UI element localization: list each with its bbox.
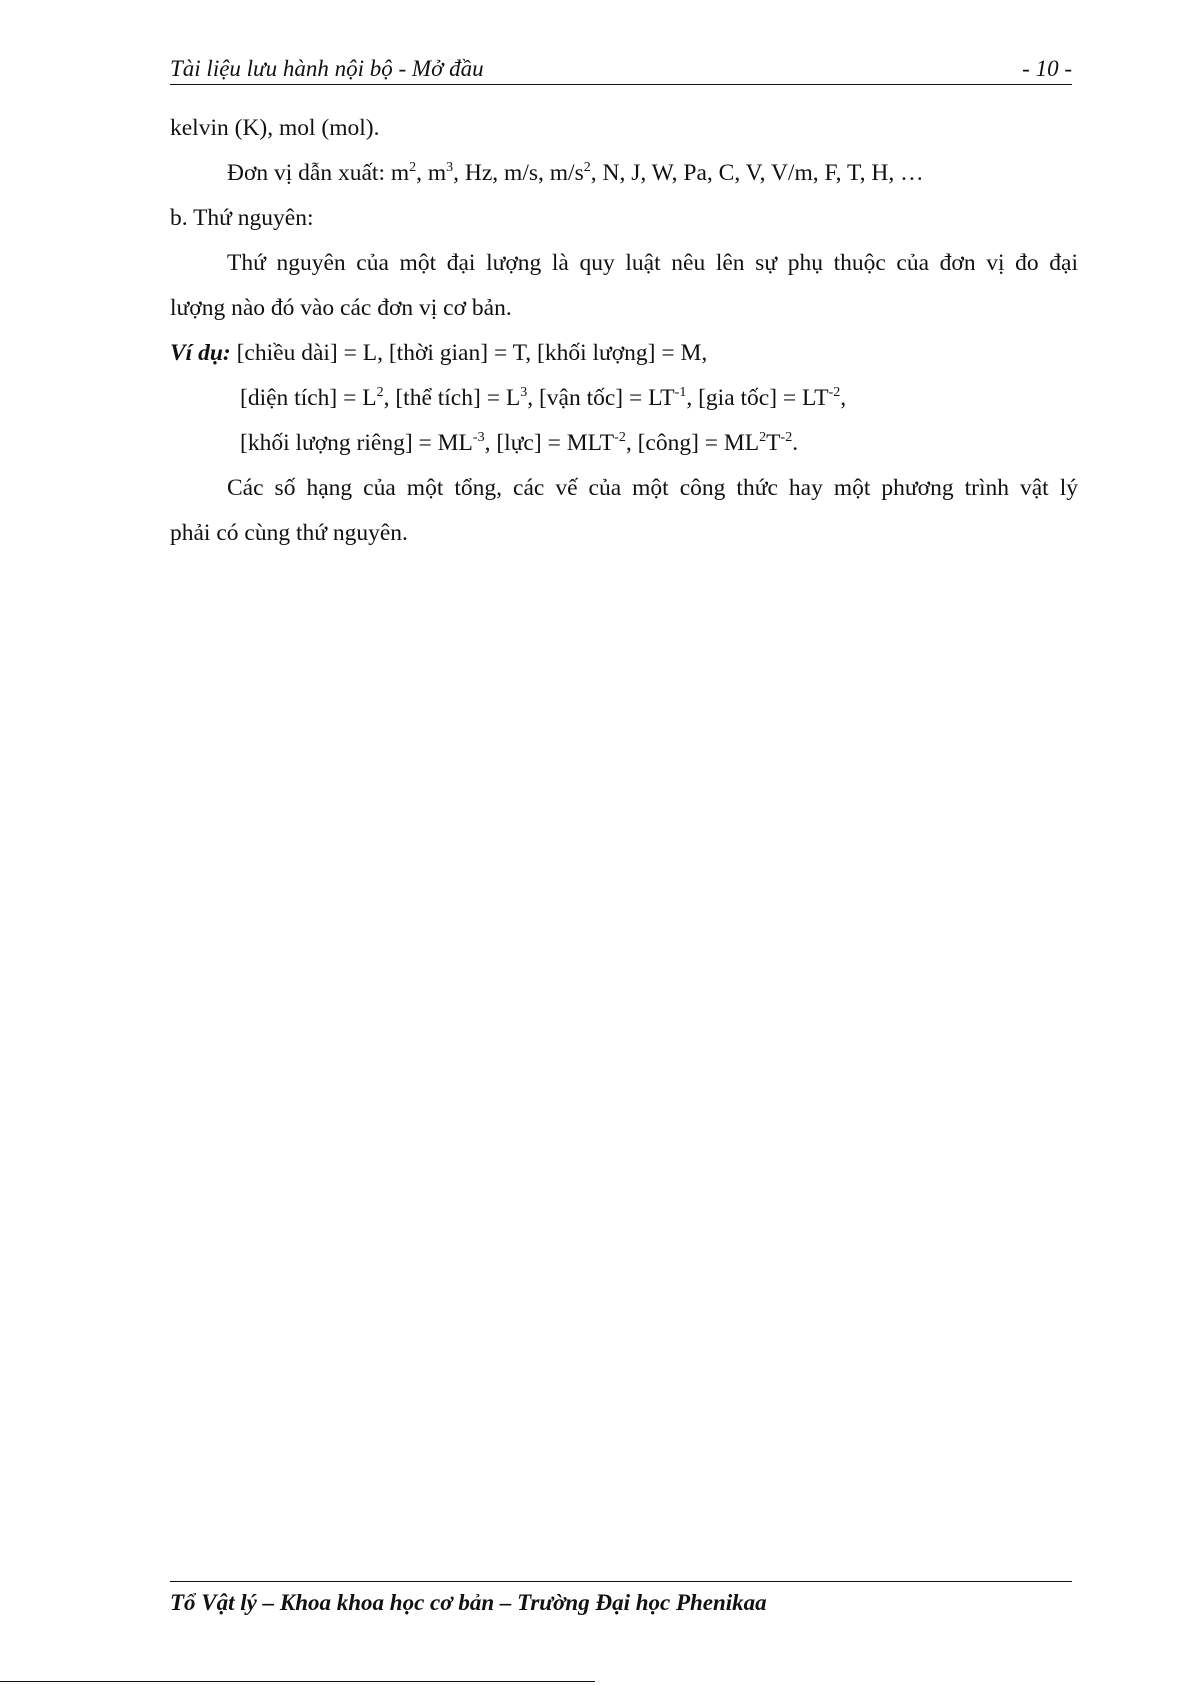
example-text: . — [792, 430, 799, 456]
derived-units-text: , m — [416, 160, 447, 186]
example-text: T — [766, 430, 781, 456]
superscript: 2 — [759, 430, 767, 445]
example-text: , [lực] = MLT — [484, 430, 615, 456]
superscript: -2 — [780, 430, 793, 445]
footer-divider — [170, 1581, 1072, 1582]
example-line-2 — [170, 376, 1078, 421]
bottom-divider — [0, 1681, 595, 1682]
superscript: -3 — [472, 430, 485, 445]
example-text: , [vận tốc] = LT — [527, 385, 675, 411]
example-line-1 — [170, 331, 1078, 376]
definition-line-1 — [170, 241, 1078, 286]
derived-units-text: Đơn vị dẫn xuất: m — [227, 160, 410, 186]
superscript: -2 — [614, 430, 626, 445]
page-footer: Tổ Vật lý – Khoa khoa học cơ bản – Trường Đại học Phenikaa — [170, 1590, 767, 1615]
example-text: [diện tích] = L — [240, 385, 377, 411]
example-text: [chiều dài] = L, [thời gian] = T, [khối lượng] = M, — [230, 340, 708, 366]
derived-units-text: , Hz, m/s, m/s — [453, 160, 584, 186]
derived-units-text: , N, J, W, Pa, C, V, V/m, F, T, H, … — [590, 160, 924, 186]
rule-line-1 — [170, 466, 1078, 511]
document-body — [170, 106, 1078, 556]
section-heading-line — [170, 196, 1078, 241]
header-title: Tài liệu lưu hành nội bộ - Mở đầu — [170, 56, 484, 81]
superscript: -1 — [674, 385, 687, 400]
example-line-3 — [170, 421, 1078, 466]
base-units-end: kelvin (K), mol (mol). — [170, 115, 380, 141]
definition-text: Thứ nguyên của một đại lượng là quy luật nêu lên sự phụ thuộc của đơn vị đo đại — [227, 250, 1078, 276]
example-text: , [thể tích] = L — [383, 385, 521, 411]
derived-units-line — [170, 151, 1078, 196]
page-header — [170, 54, 1072, 85]
superscript: -2 — [828, 385, 841, 400]
definition-line-2 — [170, 286, 1078, 331]
superscript: 2 — [583, 160, 591, 175]
superscript: 3 — [446, 160, 454, 175]
example-text: , [công] = ML — [625, 430, 760, 456]
page-number: - 10 - — [1022, 56, 1072, 81]
section-heading: b. Thứ nguyên: — [170, 205, 314, 231]
superscript: 2 — [409, 160, 417, 175]
rule-line-2 — [170, 511, 1078, 556]
superscript: 2 — [376, 385, 384, 400]
superscript: 3 — [520, 385, 528, 400]
rule-text: Các số hạng của một tổng, các vế của một công thức hay một phương trình vật lý — [227, 475, 1078, 501]
example-label: Ví dụ: — [170, 340, 231, 366]
example-text: , [gia tốc] = LT — [686, 385, 829, 411]
definition-text: lượng nào đó vào các đơn vị cơ bản. — [170, 295, 512, 321]
rule-text: phải có cùng thứ nguyên. — [170, 520, 408, 546]
example-text: [khối lượng riêng] = ML — [240, 430, 473, 456]
example-text: , — [840, 385, 847, 411]
body-line-1 — [170, 106, 1078, 151]
